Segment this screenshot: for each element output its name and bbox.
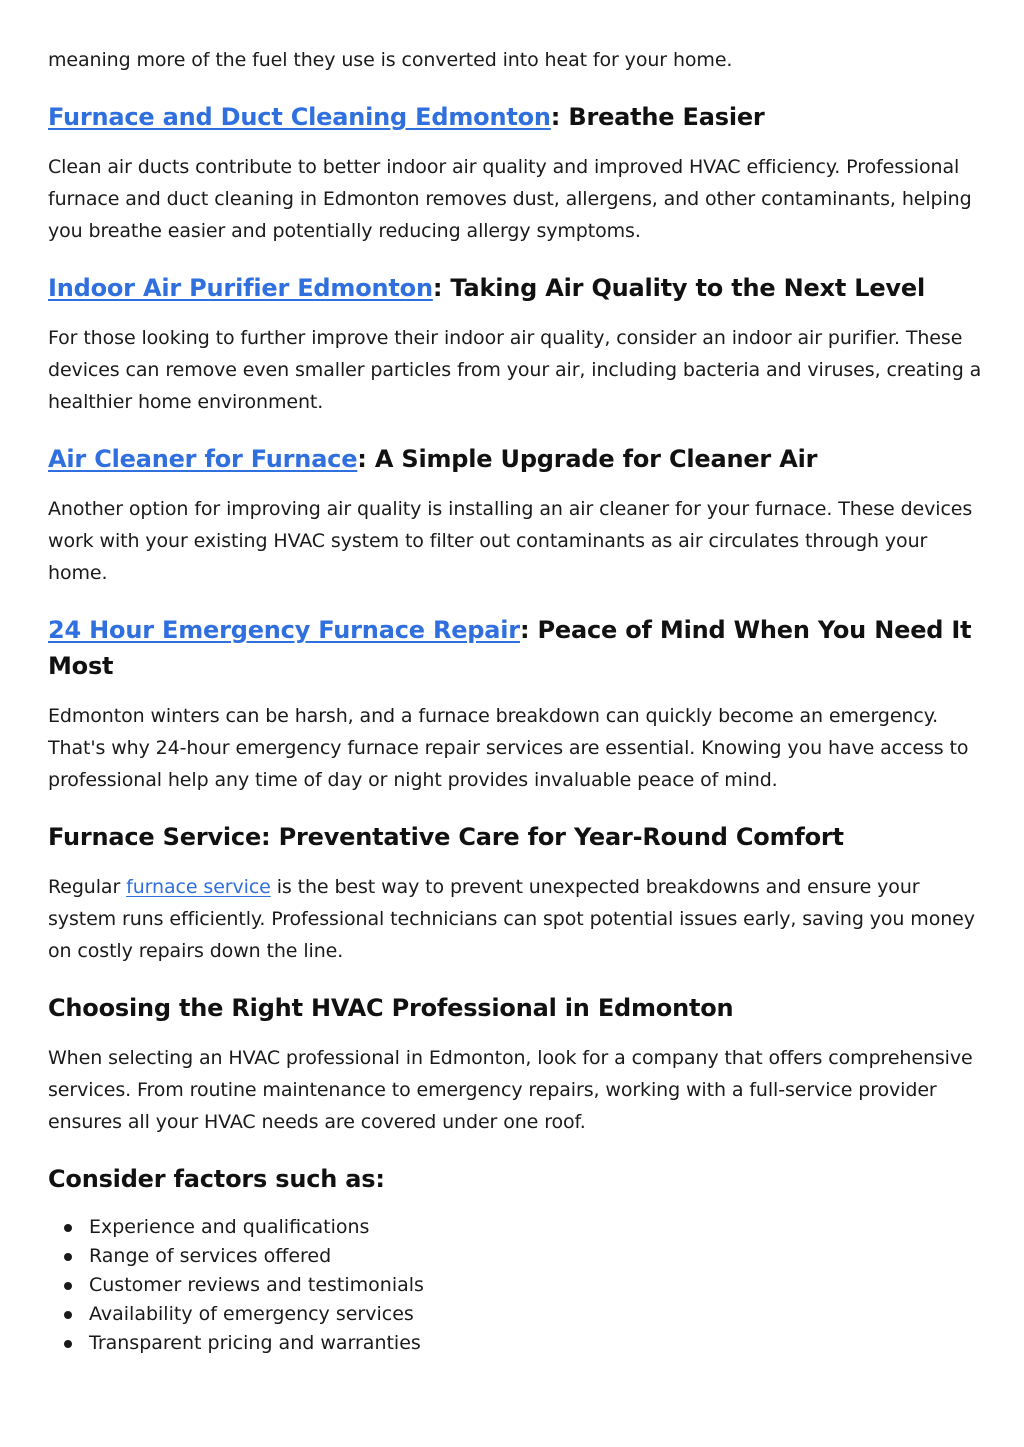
section-heading-text: : A Simple Upgrade for Cleaner Air: [357, 445, 818, 473]
bullet-icon: [64, 1311, 72, 1319]
list-item-text: Customer reviews and testimonials: [89, 1274, 424, 1296]
section-heading-consider-factors: Consider factors such as:: [48, 1165, 385, 1193]
section-paragraph-furnace-service: [48, 871, 988, 967]
section-heading-choosing-professional: Choosing the Right HVAC Professional in Edmonton: [48, 994, 734, 1022]
paragraph-text: Regular: [48, 876, 127, 898]
list-item-text: Transparent pricing and warranties: [89, 1332, 421, 1354]
duct-cleaning-link[interactable]: Furnace and Duct Cleaning Edmonton: [48, 103, 551, 131]
section-paragraph-choosing-professional: When selecting an HVAC professional in Edmonton, look for a company that offers comprehensive services. From routine maintenance to emergency repairs, working with a full-service provider ensures all your HVAC needs are covered under one roof.: [48, 1047, 973, 1133]
section-heading-text: : Taking Air Quality to the Next Level: [432, 274, 925, 302]
section-paragraph-air-purifier: For those looking to further improve their indoor air quality, consider an indoor air purifier. These devices can remove even smaller particles from your air, including bacteria and viruses, creating a healthier home environment.: [48, 327, 982, 413]
section-paragraph-duct-cleaning: Clean air ducts contribute to better indoor air quality and improved HVAC efficiency. Professional furnace and duct cleaning in Edmonton removes dust, allergens, and other contaminants, helping you breathe easier and potentially reducing allergy symptoms.: [48, 156, 972, 242]
bullet-icon: [64, 1224, 72, 1232]
emergency-repair-link[interactable]: 24 Hour Emergency Furnace Repair: [48, 616, 520, 644]
list-item: [48, 1271, 988, 1300]
air-purifier-link[interactable]: Indoor Air Purifier Edmonton: [48, 274, 433, 302]
section-paragraph-emergency-repair: Edmonton winters can be harsh, and a furnace breakdown can quickly become an emergency. That's why 24-hour emergency furnace repair services are essential. Knowing you have access to professional help any time of day or night provides invaluable peace of mind.: [48, 705, 969, 791]
section-paragraph-air-cleaner: Another option for improving air quality is installing an air cleaner for your furnace. These devices work with your existing HVAC system to filter out contaminants as air circulates through your home.: [48, 498, 973, 584]
bullet-icon: [64, 1253, 72, 1261]
section-heading-text: : Peace of Mind When You Need It Most: [48, 616, 972, 680]
paragraph-text: is the best way to prevent unexpected breakdowns and ensure your system runs efficiently. Professional technicians can spot potential issues early, saving you money on costly repairs down the line.: [48, 876, 975, 962]
list-item-text: Experience and qualifications: [89, 1216, 370, 1238]
bullet-icon: [64, 1282, 72, 1290]
section-heading-emergency-repair: [48, 612, 988, 684]
list-item-text: Range of services offered: [89, 1245, 332, 1267]
bullet-icon: [64, 1340, 72, 1348]
intro-paragraph: meaning more of the fuel they use is converted into heat for your home.: [48, 49, 733, 71]
list-item: [48, 1213, 988, 1242]
list-item: [48, 1242, 988, 1271]
list-item-text: Availability of emergency services: [89, 1303, 414, 1325]
list-item: [48, 1329, 988, 1358]
section-heading-text: : Breathe Easier: [550, 103, 765, 131]
furnace-service-link[interactable]: furnace service: [126, 876, 271, 898]
document-page: [48, 44, 988, 1358]
section-heading-furnace-service: Furnace Service: Preventative Care for Year-Round Comfort: [48, 823, 844, 851]
air-cleaner-link[interactable]: Air Cleaner for Furnace: [48, 445, 358, 473]
list-item: [48, 1300, 988, 1329]
section-heading-air-cleaner: [48, 441, 988, 477]
section-heading-duct-cleaning: [48, 99, 988, 135]
factors-list: [48, 1213, 988, 1358]
section-heading-air-purifier: [48, 270, 988, 306]
